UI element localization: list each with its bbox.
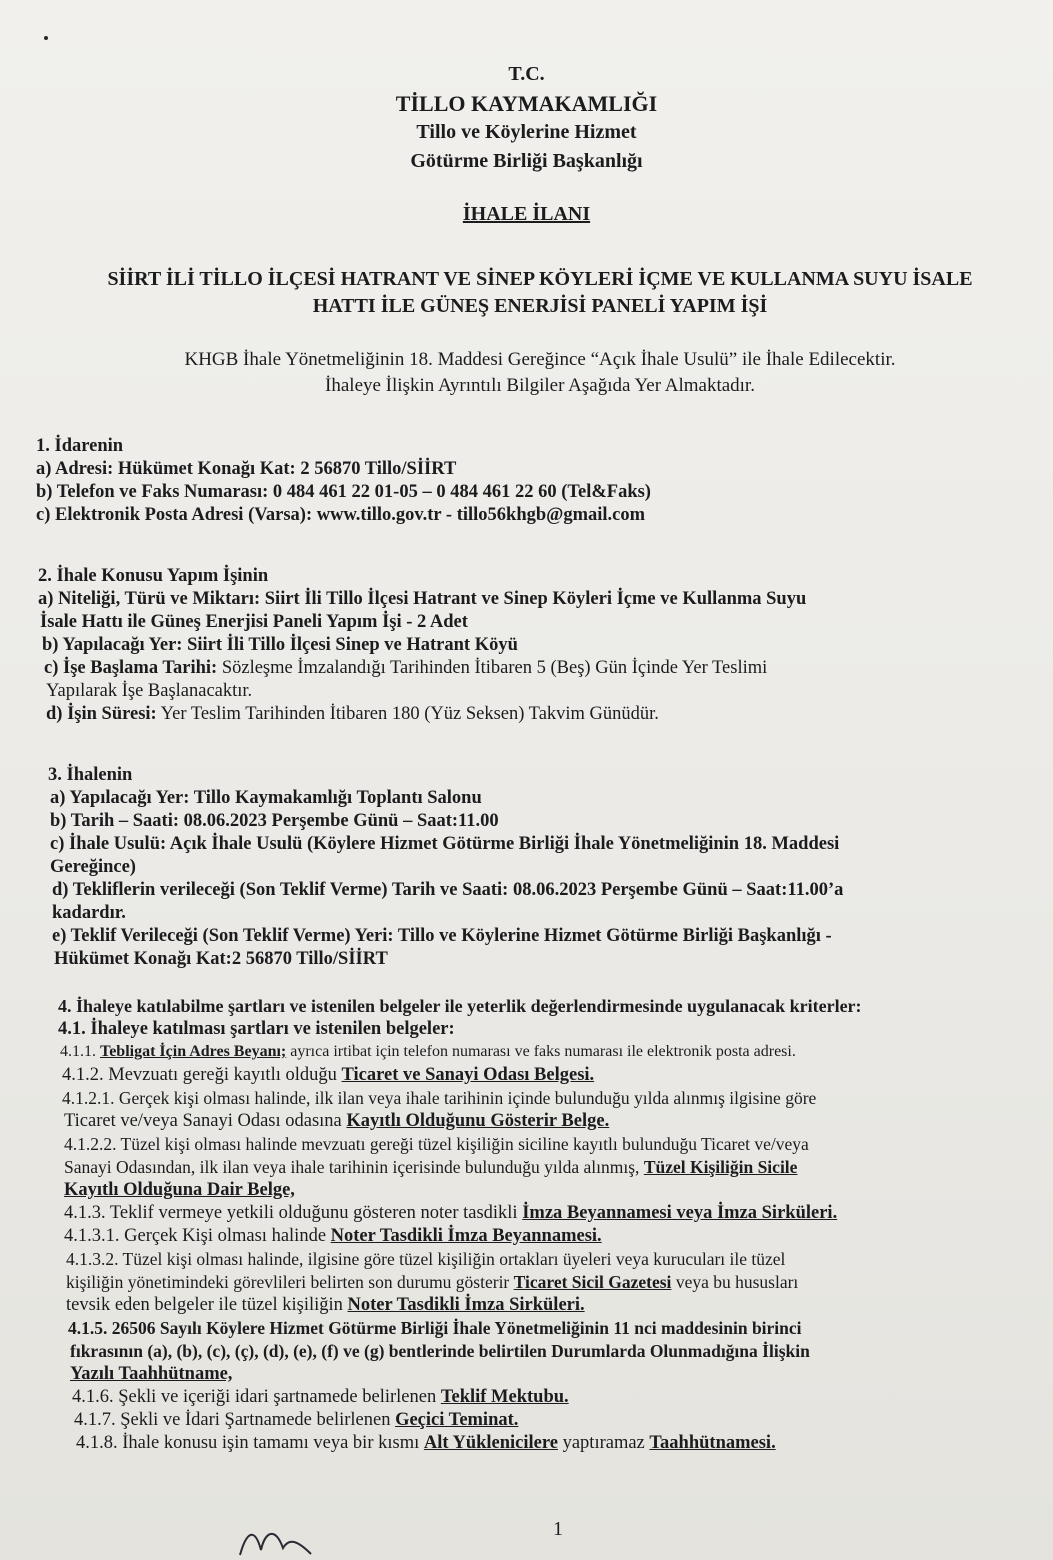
section-3-c2: Gereğince) — [50, 857, 136, 877]
item-4-1-3-1: 4.1.3.1. Gerçek Kişi olması halinde Noter Tasdikli İmza Beyannamesi. — [64, 1226, 602, 1246]
item-4-1-2-2-c: Kayıtlı Olduğuna Dair Belge, — [64, 1180, 295, 1200]
section-4-title: 4. İhaleye katılabilme şartları ve istenilen belgeler ile yeterlik değerlendirmesinde uygulanacak kriterler: — [58, 996, 862, 1016]
item-4-1-2-2-a: 4.1.2.2. Tüzel kişi olması halinde mevzuatı gereği tüzel kişiliğin siciline kayıtlı bulunduğu Ticaret ve/veya — [64, 1134, 809, 1154]
section-2-a1: a) Niteliği, Türü ve Miktarı: Siirt İli Tillo İlçesi Hatrant ve Sinep Köyleri İçme ve Kullanma Suyu — [38, 589, 807, 609]
item-4-1-3-2-a: 4.1.3.2. Tüzel kişi olması halinde, ilgisine göre tüzel kişiliğin ortakları üyeleri veya kurucuları ile tüzel — [66, 1249, 786, 1269]
item-4-1-2: 4.1.2. Mevzuatı gereği kayıtlı olduğu Ticaret ve Sanayi Odası Belgesi. — [62, 1065, 595, 1085]
section-1-a: a) Adresi: Hükümet Konağı Kat: 2 56870 Tillo/SİİRT — [36, 459, 457, 479]
page-number: 1 — [553, 1518, 563, 1540]
header-line-3: Tillo ve Köylerine Hizmet — [416, 121, 637, 143]
item-4-1-2-1-b: Ticaret ve/veya Sanayi Odası odasına Kayıtlı Olduğunu Gösterir Belge. — [64, 1111, 610, 1131]
section-3-d2: kadardır. — [52, 903, 126, 923]
item-4-1-2-1-a: 4.1.2.1. Gerçek kişi olması halinde, ilk ilan veya ihale tarihinin içinde bulunduğu yılda alınmış ilgisine göre — [62, 1088, 817, 1108]
section-1-c: c) Elektronik Posta Adresi (Varsa): www.tillo.gov.tr - tillo56khgb@gmail.com — [36, 505, 646, 525]
item-4-1-6: 4.1.6. Şekli ve içeriği idari şartnamede belirlenen Teklif Mektubu. — [72, 1387, 569, 1407]
item-4-1-3: 4.1.3. Teklif vermeye yetkili olduğunu gösteren noter tasdikli İmza Beyannamesi veya İmza Sirküleri. — [64, 1203, 838, 1223]
section-3-e2: Hükümet Konağı Kat:2 56870 Tillo/SİİRT — [54, 949, 388, 969]
item-4-1-3-2-b: kişiliğin yönetimindeki görevlileri belirten son durumu gösterir Ticaret Sicil Gazetesi veya bu hususları — [66, 1272, 799, 1292]
section-4-1-title: 4.1. İhaleye katılması şartları ve istenilen belgeler: — [58, 1019, 455, 1039]
item-4-1-8: 4.1.8. İhale konusu işin tamamı veya bir kısmı Alt Yüklenicilere yaptıramaz Taahhütnamesi. — [76, 1433, 776, 1453]
intro-text: KHGB İhale Yönetmeliğinin 18. Maddesi Gereğince “Açık İhale Usulü” ile İhale Edilecektir. İhaleye İlişkin Ayrıntılı Bilgiler Aşağıda Yer Almaktadır. — [184, 349, 896, 396]
section-1-b: b) Telefon ve Faks Numarası: 0 484 461 22 01-05 – 0 484 461 22 60 (Tel&Faks) — [36, 482, 651, 502]
section-2-b: b) Yapılacağı Yer: Siirt İli Tillo İlçesi Sinep ve Hatrant Köyü — [42, 635, 518, 655]
item-4-1-5-c: Yazılı Taahhütname, — [70, 1364, 233, 1384]
item-4-1-1: 4.1.1. Tebligat İçin Adres Beyanı; ayrıca irtibat için telefon numarası ve faks numarası ile elektronik posta adresi. — [60, 1043, 796, 1060]
item-4-1-5-a: 4.1.5. 26506 Sayılı Köylere Hizmet Götürme Birliği İhale Yönetmeliğinin 11 nci maddesinin birinci — [68, 1318, 802, 1338]
section-3-b: b) Tarih – Saati: 08.06.2023 Perşembe Günü – Saat:11.00 — [50, 811, 499, 831]
letterhead — [0, 60, 1053, 176]
section-3-e1: e) Teklif Verileceği (Son Teklif Verme) Yeri: Tillo ve Köylerine Hizmet Götürme Birliği Başkanlığı - — [52, 926, 832, 946]
item-4-1-3-2-c: tevsik eden belgeler ile tüzel kişiliğin Noter Tasdikli İmza Sirküleri. — [66, 1295, 585, 1315]
section-3-d1: d) Tekliflerin verileceği (Son Teklif Verme) Tarih ve Saati: 08.06.2023 Perşembe Günü – Saat:11.00’a — [52, 880, 844, 900]
section-2-title: 2. İhale Konusu Yapım İşinin — [38, 566, 269, 586]
section-2-a2: İsale Hattı ile Güneş Enerjisi Paneli Yapım İşi - 2 Adet — [40, 612, 468, 632]
item-4-1-5-b: fıkrasının (a), (b), (c), (ç), (d), (e), (f) ve (g) bentlerinde belirtilen Durumlarda Olunmadığına İlişkin — [70, 1341, 810, 1361]
section-2-c2: Yapılarak İşe Başlanacaktır. — [46, 681, 253, 701]
item-4-1-2-2-b: Sanayi Odasından, ilk ilan veya ihale tarihinin içerisinde bulunduğu yılda alınmış, Tüzel Kişiliğin Sicile — [64, 1157, 798, 1177]
item-4-1-7: 4.1.7. Şekli ve İdari Şartnamede belirlenen Geçici Teminat. — [74, 1410, 519, 1430]
speck — [44, 36, 48, 40]
section-3-a: a) Yapılacağı Yer: Tillo Kaymakamlığı Toplantı Salonu — [50, 788, 482, 808]
header-line-1: T.C. — [508, 63, 545, 85]
section-2-d: d) İşin Süresi: Yer Teslim Tarihinden İtibaren 180 (Yüz Seksen) Takvim Günüdür. — [46, 704, 659, 724]
section-1-title: 1. İdarenin — [36, 436, 124, 456]
header-line-4: Götürme Birliği Başkanlığı — [410, 150, 643, 172]
main-title: SİİRT İLİ TİLLO İLÇESİ HATRANT VE SİNEP KÖYLERİ İÇME VE KULLANMA SUYU İSALE HATTI İLE GÜNEŞ ENERJİSİ PANELİ YAPIM İŞİ — [107, 268, 973, 317]
signature-mark — [235, 1520, 325, 1560]
section-3-title: 3. İhalenin — [48, 765, 133, 785]
section-3-c1: c) İhale Usulü: Açık İhale Usulü (Köylere Hizmet Götürme Birliği İhale Yönetmeliğinin 18. Maddesi — [50, 834, 840, 854]
section-2-c: c) İşe Başlama Tarihi: Sözleşme İmzalandığı Tarihinden İtibaren 5 (Beş) Gün İçinde Yer Teslimi — [44, 658, 768, 678]
header-line-2: TİLLO KAYMAKAMLIĞI — [395, 91, 658, 116]
notice-title: İHALE İLANI — [462, 203, 591, 225]
